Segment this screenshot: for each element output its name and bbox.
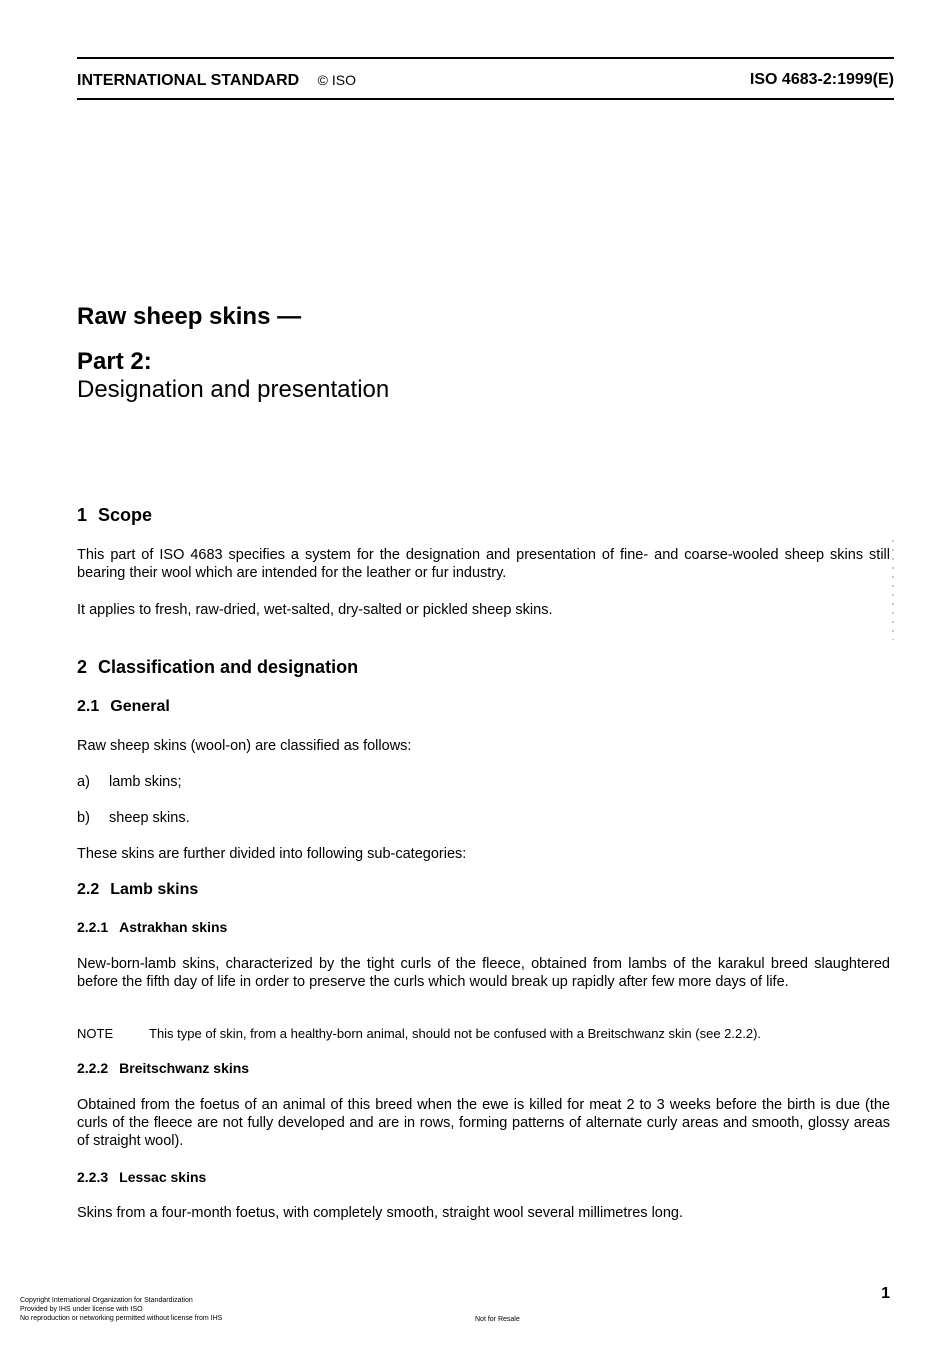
- heading-scope: [77, 504, 152, 526]
- section-number: 2.2.1: [77, 919, 109, 935]
- footer-line: Copyright International Organization for Standardization: [20, 1297, 193, 1304]
- document-title: Raw sheep skins —: [77, 303, 302, 330]
- copyright-mark: © ISO: [317, 72, 356, 88]
- section-title: Astrakhan skins: [119, 919, 228, 935]
- list-marker: b): [77, 810, 90, 826]
- section-number: 2: [77, 657, 88, 677]
- list-text: sheep skins.: [109, 810, 190, 826]
- section-title: Lamb skins: [110, 881, 199, 898]
- scope-paragraph-2: It applies to fresh, raw-dried, wet-salted, dry-salted or pickled sheep skins.: [77, 602, 553, 618]
- doc-reference: ISO 4683-2:1999(E): [749, 71, 894, 88]
- page-number: 1: [881, 1285, 890, 1302]
- document-subtitle: Designation and presentation: [77, 376, 390, 403]
- section-number: 2.1: [77, 698, 100, 715]
- heading-lessac-skins: [77, 1168, 206, 1186]
- list-item: [77, 809, 190, 827]
- section-title: Classification and designation: [98, 657, 359, 677]
- section-number: 2.2.3: [77, 1169, 109, 1185]
- section-title: Breitschwanz skins: [119, 1060, 250, 1076]
- note-text: This type of skin, from a healthy-born animal, should not be confused with a Breitschwanz skin (see 2.2.2).: [149, 1026, 762, 1041]
- section-title: General: [110, 698, 170, 715]
- breitschwanz-paragraph: Obtained from the foetus of an animal of this breed when the ewe is killed for meat 2 to 3 weeks before the birth is due (the curls of the fleece are not fully developed and are in rows, forming patterns of alternate curly areas and smooth, glossy areas of straight wool).: [77, 1097, 890, 1149]
- general-paragraph-2: These skins are further divided into following sub-categories:: [77, 846, 467, 862]
- note: [77, 1026, 890, 1042]
- note-label: NOTE: [77, 1026, 114, 1041]
- astrakhan-paragraph: New-born-lamb skins, characterized by the tight curls of the fleece, obtained from lambs of the karakul breed slaughtered before the fifth day of life in order to preserve the curls which would break up rapidly after few more days of life.: [77, 956, 890, 990]
- margin-dots: [892, 540, 894, 640]
- section-number: 1: [77, 505, 88, 525]
- heading-astrakhan-skins: [77, 918, 227, 936]
- section-number: 2.2: [77, 881, 100, 898]
- heading-classification: [77, 656, 358, 678]
- header-top-rule: [77, 57, 894, 59]
- header-bottom-rule: [77, 98, 894, 100]
- section-number: 2.2.2: [77, 1060, 109, 1076]
- part-label: Part 2:: [77, 348, 152, 375]
- header-left: [77, 70, 356, 91]
- footer-line: Provided by IHS under license with ISO: [20, 1306, 143, 1313]
- lessac-paragraph: Skins from a four-month foetus, with completely smooth, straight wool several millimetres long.: [77, 1205, 684, 1221]
- section-title: Lessac skins: [119, 1169, 207, 1185]
- section-title: Scope: [98, 505, 153, 525]
- heading-general: [77, 697, 170, 717]
- general-paragraph-1: Raw sheep skins (wool-on) are classified as follows:: [77, 738, 412, 754]
- list-marker: a): [77, 774, 90, 790]
- not-for-resale: Not for Resale: [475, 1316, 520, 1323]
- heading-breitschwanz-skins: [77, 1059, 249, 1077]
- scope-paragraph-1: This part of ISO 4683 specifies a system for the designation and presentation of fine- and coarse-wooled sheep skins still bearing their wool which are intended for the leather or fur industry.: [77, 547, 890, 581]
- doc-type: INTERNATIONAL STANDARD: [77, 72, 300, 89]
- list-item: [77, 773, 182, 791]
- heading-lamb-skins: [77, 880, 198, 900]
- footer-line: No reproduction or networking permitted without license from IHS: [20, 1315, 223, 1322]
- copyright-footer: [20, 1296, 222, 1323]
- list-text: lamb skins;: [109, 774, 182, 790]
